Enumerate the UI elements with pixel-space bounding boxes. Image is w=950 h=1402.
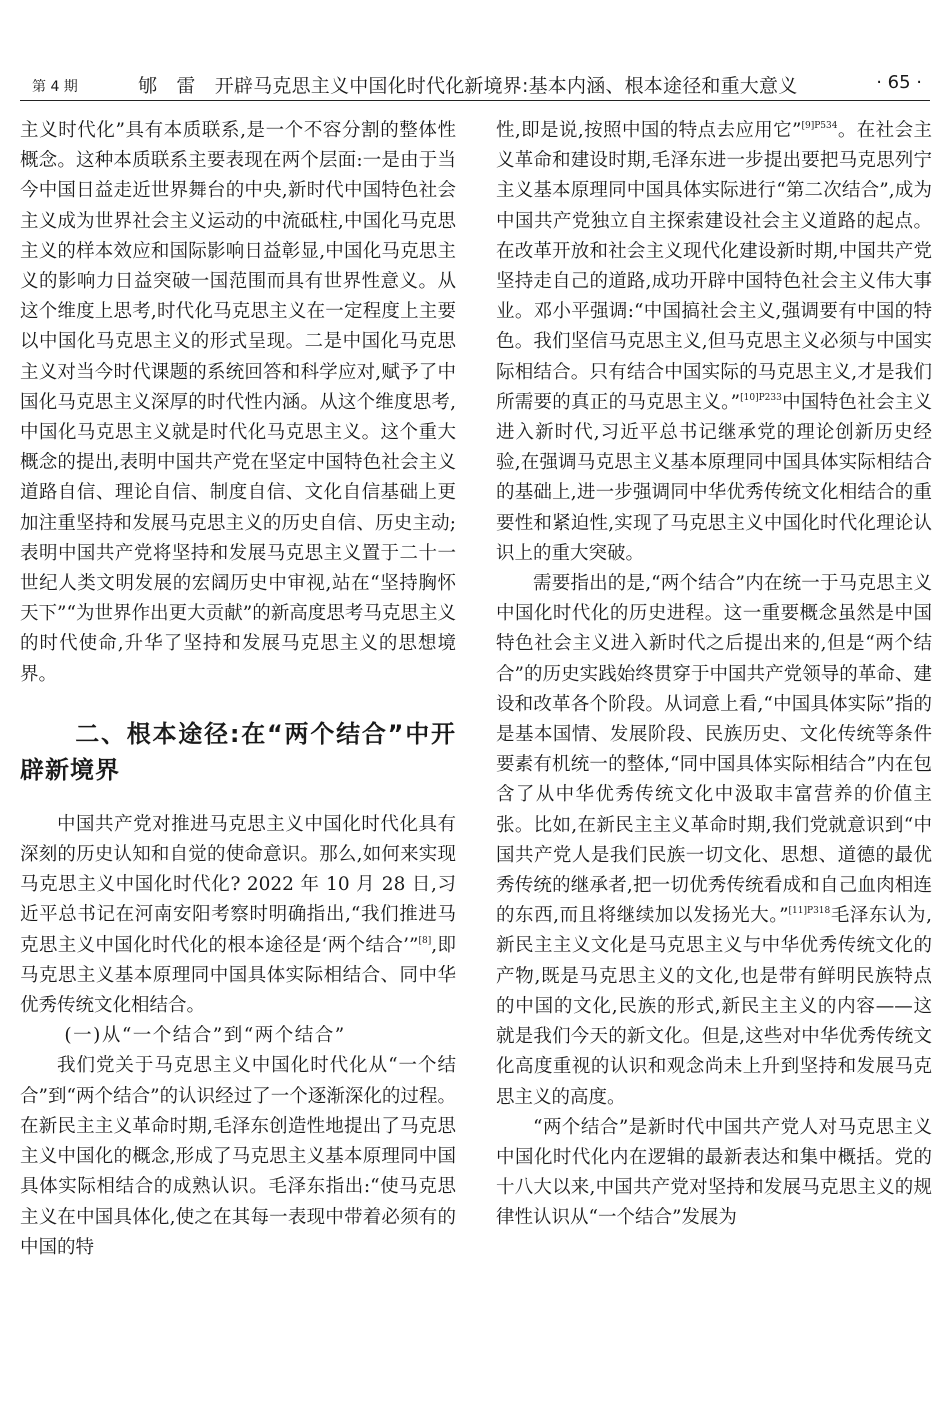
paragraph-text: 中国共产党对推进马克思主义中国化时代化具有深刻的历史认知和自觉的使命意识。那么,如何来实现马克思主义中国化时代化? 2022 年 10 月 28 日,习近平总书记在河南安阳考察时明确指出,“我们推进马克思主义中国化时代化的根本途径是‘两个结合’” xyxy=(20,813,456,956)
paragraph-continued: 主义时代化”具有本质联系,是一个不容分割的整体性概念。这种本质联系主要表现在两个层面:一是由于当今中国日益走近世界舞台的中央,新时代中国特色社会主义成为世界社会主义运动的中流砥柱,中国化马克思主义的样本效应和国际影响日益彰显,中国化马克思主义的影响力日益突破一国范围而具有世界性意义。从这个维度上思考,时代化马克思主义在一定程度上主要以中国化马克思主义的形式呈现。二是中国化马克思主义对当今时代课题的系统回答和科学应对,赋予了中国化马克思主义深厚的时代性内涵。从这个维度思考,中国化马克思主义就是时代化马克思主义。这个重大概念的提出,表明中国共产党在坚定中国特色社会主义道路自信、理论自信、制度自信、文化自信基础上更加注重坚持和发展马克思主义的历史自信、历史主动;表明中国共产党将坚持和发展马克思主义置于二十一世纪人类文明发展的宏阔历史中审视,站在“坚持胸怀天下”“为世界作出更大贡献”的新高度思考马克思主义的时代使命,升华了坚持和发展马克思主义的思想境界。 xyxy=(20,120,456,685)
citation-ref: [11]P318 xyxy=(788,906,831,917)
running-title: 郇 雷 开辟马克思主义中国化时代化新境界:基本内涵、根本途径和重大意义 xyxy=(138,75,798,97)
citation-ref: [9]P534 xyxy=(801,121,838,131)
paragraph: “两个结合”是新时代中国共产党人对马克思主义中国化时代化内在逻辑的最新表达和集中概括。党的十八大以来,中国共产党对坚持和发展马克思主义的规律性认识从“一个结合”发展为 xyxy=(496,1116,932,1229)
paragraph-text: 性,即是说,按照中国的特点去应用它” xyxy=(496,120,802,141)
running-header xyxy=(20,70,930,101)
paragraph-text: ,即马克思主义基本原理同中国具体实际相结合、同中华优秀传统文化相结合。 xyxy=(20,934,456,1017)
paragraph-text: 中国特色社会主义进入新时代,习近平总书记继承党的理论创新历史经验,在强调马克思主义基本原理同中国具体实际相结合的基础上,进一步强调同中华优秀传统文化相结合的重要性和紧迫性,实现了马克思主义中国化时代化理论认识上的重大突破。 xyxy=(496,391,932,564)
issue-number: 第 4 期 xyxy=(32,79,78,95)
citation-ref: [8] xyxy=(418,935,432,946)
paragraph: 我们党关于马克思主义中国化时代化从“一个结合”到“两个结合”的认识经过了一个逐渐深化的过程。在新民主主义革命时期,毛泽东创造性地提出了马克思主义中国化的概念,形成了马克思主义基本原理同中国具体实际相结合的成熟认识。毛泽东指出:“使马克思主义在中国具体化,使之在其每一表现中带着必须有的中国的特 xyxy=(20,1055,456,1258)
subsection-heading: (一)从“一个结合”到“两个结合” xyxy=(64,1025,346,1047)
paragraph-continued xyxy=(496,116,932,569)
paragraph-text: 。在社会主义革命和建设时期,毛泽东进一步提出要把马克思列宁主义基本原理同中国具体实际进行“第二次结合”,成为中国共产党独立自主探索建设社会主义道路的起点。在改革开放和社会主义现代化建设新时期,中国共产党坚持走自己的道路,成功开辟中国特色社会主义伟大事业。邓小平强调:“中国搞社会主义,强调要有中国的特色。我们坚信马克思主义,但马克思主义必须与中国实际相结合。只有结合中国实际的马克思主义,才是我们所需要的真正的马克思主义。” xyxy=(496,120,932,413)
paragraph-text: 需要指出的是,“两个结合”内在统一于马克思主义中国化时代化的历史进程。这一重要概念虽然是中国特色社会主义进入新时代之后提出来的,但是“两个结合”的历史实践始终贯穿于中国共产党领导的革命、建设和改革各个阶段。从词意上看,“中国具体实际”指的是基本国情、发展阶段、民族历史、文化传统等条件要素有机统一的整体,“同中国具体实际相结合”内在包含了从中华优秀传统文化中汲取丰富营养的价值主张。比如,在新民主主义革命时期,我们党就意识到“中国共产党人是我们民族一切文化、思想、道德的最优秀传统的继承者,把一切优秀传统看成和自己血肉相连的东西,而且将继续加以发扬光大。” xyxy=(496,573,932,927)
paragraph-text: 毛泽东认为,新民主主义文化是马克思主义与中华优秀传统文化的产物,既是马克思主义的文化,也是带有鲜明民族特点的中国的文化,民族的形式,新民主主义的内容——这就是我们今天的新文化。但是,这些对中华优秀传统文化高度重视的认识和观念尚未上升到坚持和发展马克思主义的高度。 xyxy=(496,905,933,1108)
left-column xyxy=(20,116,456,1263)
page-number: · 65 · xyxy=(876,72,922,93)
right-column xyxy=(496,116,932,1234)
paragraph xyxy=(20,810,456,1021)
section-heading: 二、根本途径:在“两个结合”中开辟新境界 xyxy=(20,719,456,784)
citation-ref: [10]P233 xyxy=(740,392,782,403)
paragraph xyxy=(496,569,932,1113)
